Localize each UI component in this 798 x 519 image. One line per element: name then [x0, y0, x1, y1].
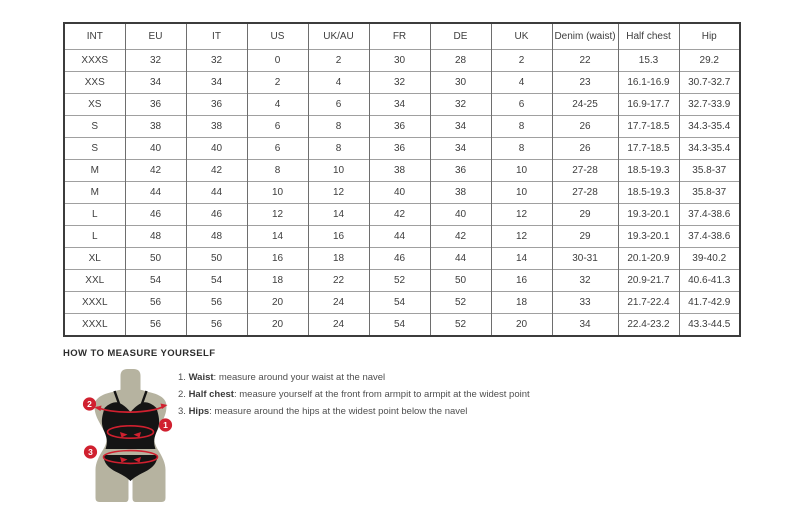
size-cell: 54 — [369, 314, 430, 337]
size-cell: 15.3 — [618, 50, 679, 72]
size-cell: 17.7-18.5 — [618, 138, 679, 160]
size-cell: 42 — [430, 226, 491, 248]
size-cell: 44 — [369, 226, 430, 248]
size-cell: 22 — [552, 50, 618, 72]
size-cell: 40 — [430, 204, 491, 226]
size-cell: S — [64, 138, 125, 160]
size-cell: XXXL — [64, 314, 125, 337]
size-cell: 6 — [247, 138, 308, 160]
size-cell: 16.9-17.7 — [618, 94, 679, 116]
size-cell: 10 — [308, 160, 369, 182]
size-cell: XXS — [64, 72, 125, 94]
size-cell: 32 — [125, 50, 186, 72]
size-cell: 32 — [552, 270, 618, 292]
column-header: UK — [491, 23, 552, 50]
size-cell: 48 — [186, 226, 247, 248]
size-cell: 14 — [308, 204, 369, 226]
size-cell: 23 — [552, 72, 618, 94]
size-cell: 34 — [125, 72, 186, 94]
table-row — [64, 226, 740, 248]
size-cell: 16 — [247, 248, 308, 270]
size-cell: 36 — [186, 94, 247, 116]
size-cell: 34 — [186, 72, 247, 94]
size-cell: 35.8-37 — [679, 160, 740, 182]
measure-step — [178, 386, 530, 403]
size-cell: 54 — [369, 292, 430, 314]
size-cell: 20 — [247, 292, 308, 314]
size-cell: 34 — [430, 138, 491, 160]
size-cell: 36 — [430, 160, 491, 182]
hips-badge — [84, 445, 97, 458]
mannequin-illustration-icon — [74, 366, 187, 504]
size-cell: 12 — [491, 226, 552, 248]
size-cell: 34.3-35.4 — [679, 116, 740, 138]
size-cell: 40.6-41.3 — [679, 270, 740, 292]
size-cell: 18.5-19.3 — [618, 182, 679, 204]
size-cell: 36 — [369, 138, 430, 160]
size-cell: 56 — [186, 292, 247, 314]
size-cell: 2 — [491, 50, 552, 72]
size-cell: 54 — [125, 270, 186, 292]
svg-text:3: 3 — [88, 447, 93, 457]
size-cell: XXXL — [64, 292, 125, 314]
size-cell: 46 — [186, 204, 247, 226]
size-cell: 42 — [186, 160, 247, 182]
size-cell: 44 — [186, 182, 247, 204]
size-cell: 14 — [247, 226, 308, 248]
size-cell: 4 — [247, 94, 308, 116]
size-cell: 52 — [369, 270, 430, 292]
size-cell: 56 — [125, 292, 186, 314]
size-cell: 6 — [308, 94, 369, 116]
size-cell: 44 — [125, 182, 186, 204]
column-header: UK/AU — [308, 23, 369, 50]
size-cell: 16 — [491, 270, 552, 292]
step-text: : measure around your waist at the navel — [213, 372, 386, 383]
step-label: Hips — [188, 406, 210, 417]
size-cell: 54 — [186, 270, 247, 292]
size-cell: L — [64, 204, 125, 226]
size-cell: 44 — [430, 248, 491, 270]
step-label: Half chest — [188, 389, 234, 400]
size-cell: 34 — [552, 314, 618, 337]
measurement-figure — [74, 366, 187, 504]
size-cell: L — [64, 226, 125, 248]
table-row — [64, 116, 740, 138]
size-cell: 39-40.2 — [679, 248, 740, 270]
size-cell: 4 — [491, 72, 552, 94]
size-cell: 38 — [430, 182, 491, 204]
size-cell: 8 — [308, 138, 369, 160]
size-cell: 2 — [247, 72, 308, 94]
size-cell: 38 — [369, 160, 430, 182]
table-row — [64, 94, 740, 116]
size-cell: 8 — [491, 116, 552, 138]
column-header: Half chest — [618, 23, 679, 50]
size-cell: 26 — [552, 116, 618, 138]
measure-steps — [178, 369, 530, 420]
size-cell: 43.3-44.5 — [679, 314, 740, 337]
size-cell: 12 — [491, 204, 552, 226]
size-cell: XS — [64, 94, 125, 116]
size-cell: 28 — [430, 50, 491, 72]
size-cell: 34 — [430, 116, 491, 138]
column-header: EU — [125, 23, 186, 50]
size-cell: 19.3-20.1 — [618, 226, 679, 248]
size-cell: 4 — [308, 72, 369, 94]
step-text: : measure around the hips at the widest point below the navel — [209, 406, 468, 417]
size-cell: 12 — [308, 182, 369, 204]
column-header: FR — [369, 23, 430, 50]
size-cell: 38 — [186, 116, 247, 138]
table-row — [64, 204, 740, 226]
size-cell: 10 — [491, 160, 552, 182]
size-cell: 30.7-32.7 — [679, 72, 740, 94]
size-cell: 22.4-23.2 — [618, 314, 679, 337]
svg-text:2: 2 — [87, 399, 92, 409]
size-cell: 18 — [308, 248, 369, 270]
size-cell: 18 — [247, 270, 308, 292]
size-cell: 19.3-20.1 — [618, 204, 679, 226]
size-cell: 41.7-42.9 — [679, 292, 740, 314]
size-cell: 50 — [125, 248, 186, 270]
size-cell: 50 — [186, 248, 247, 270]
svg-text:1: 1 — [163, 420, 168, 430]
size-cell: 8 — [308, 116, 369, 138]
measure-step — [178, 369, 530, 386]
table-row — [64, 314, 740, 337]
size-cell: 16 — [308, 226, 369, 248]
size-cell: 33 — [552, 292, 618, 314]
size-cell: 32 — [430, 94, 491, 116]
table-row — [64, 292, 740, 314]
table-row — [64, 248, 740, 270]
size-cell: 30 — [369, 50, 430, 72]
size-cell: 20 — [491, 314, 552, 337]
size-cell: 56 — [186, 314, 247, 337]
size-cell: 40 — [186, 138, 247, 160]
size-cell: XL — [64, 248, 125, 270]
table-header-row — [64, 23, 740, 50]
size-cell: 40 — [369, 182, 430, 204]
table-row — [64, 270, 740, 292]
size-cell: 32 — [186, 50, 247, 72]
size-cell: 37.4-38.6 — [679, 226, 740, 248]
size-cell: 20 — [247, 314, 308, 337]
size-cell: 26 — [552, 138, 618, 160]
size-cell: 29 — [552, 226, 618, 248]
size-cell: 37.4-38.6 — [679, 204, 740, 226]
step-text: : measure yourself at the front from armpit to armpit at the widest point — [233, 389, 530, 400]
size-cell: 0 — [247, 50, 308, 72]
size-cell: 29 — [552, 204, 618, 226]
size-cell: 12 — [247, 204, 308, 226]
size-cell: 32 — [369, 72, 430, 94]
column-header: US — [247, 23, 308, 50]
table-row — [64, 50, 740, 72]
size-cell: 52 — [430, 292, 491, 314]
table-body — [64, 50, 740, 337]
size-cell: 48 — [125, 226, 186, 248]
size-cell: 18 — [491, 292, 552, 314]
size-cell: 10 — [247, 182, 308, 204]
size-cell: 14 — [491, 248, 552, 270]
size-cell: 38 — [125, 116, 186, 138]
size-cell: 42 — [125, 160, 186, 182]
size-cell: 27-28 — [552, 160, 618, 182]
size-cell: XXL — [64, 270, 125, 292]
size-cell: 10 — [491, 182, 552, 204]
table-row — [64, 138, 740, 160]
size-cell: 35.8-37 — [679, 182, 740, 204]
column-header: IT — [186, 23, 247, 50]
size-cell: 24 — [308, 314, 369, 337]
size-cell: XXXS — [64, 50, 125, 72]
waist-badge — [159, 418, 172, 431]
size-cell: 27-28 — [552, 182, 618, 204]
size-cell: 2 — [308, 50, 369, 72]
size-cell: 20.1-20.9 — [618, 248, 679, 270]
size-cell: 30-31 — [552, 248, 618, 270]
size-cell: 52 — [430, 314, 491, 337]
size-cell: 36 — [125, 94, 186, 116]
size-cell: 42 — [369, 204, 430, 226]
size-cell: 32.7-33.9 — [679, 94, 740, 116]
measure-step — [178, 403, 530, 420]
size-cell: 17.7-18.5 — [618, 116, 679, 138]
step-number: 2. — [178, 389, 189, 400]
column-header: DE — [430, 23, 491, 50]
step-number: 1. — [178, 372, 189, 383]
size-cell: 16.1-16.9 — [618, 72, 679, 94]
column-header: Hip — [679, 23, 740, 50]
size-cell: M — [64, 182, 125, 204]
measure-section-title: HOW TO MEASURE YOURSELF — [63, 348, 216, 359]
size-cell: 6 — [247, 116, 308, 138]
table-row — [64, 160, 740, 182]
size-cell: 50 — [430, 270, 491, 292]
size-cell: 46 — [125, 204, 186, 226]
size-cell: 56 — [125, 314, 186, 337]
size-cell: 6 — [491, 94, 552, 116]
table-row — [64, 182, 740, 204]
step-number: 3. — [178, 406, 189, 417]
size-chart-table — [63, 22, 741, 337]
size-cell: 24 — [308, 292, 369, 314]
size-cell: 20.9-21.7 — [618, 270, 679, 292]
size-cell: 36 — [369, 116, 430, 138]
size-cell: 46 — [369, 248, 430, 270]
size-cell: 8 — [491, 138, 552, 160]
size-cell: 34 — [369, 94, 430, 116]
step-label: Waist — [188, 372, 214, 383]
size-cell: 29.2 — [679, 50, 740, 72]
size-cell: 21.7-22.4 — [618, 292, 679, 314]
size-cell: 22 — [308, 270, 369, 292]
size-cell: 18.5-19.3 — [618, 160, 679, 182]
size-cell: 40 — [125, 138, 186, 160]
table-row — [64, 72, 740, 94]
column-header: INT — [86, 31, 103, 42]
size-cell: M — [64, 160, 125, 182]
size-cell: 24-25 — [552, 94, 618, 116]
size-cell: 30 — [430, 72, 491, 94]
size-cell: 34.3-35.4 — [679, 138, 740, 160]
chest-badge — [83, 397, 96, 410]
size-cell: S — [64, 116, 125, 138]
size-cell: 8 — [247, 160, 308, 182]
column-header: Denim (waist) — [552, 23, 618, 50]
